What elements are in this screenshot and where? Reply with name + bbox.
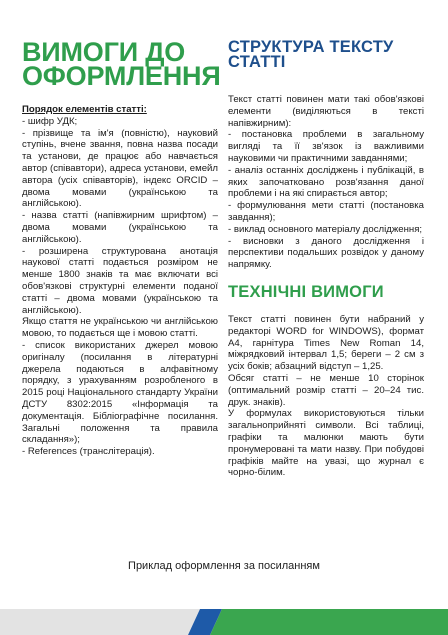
structure-item: Текст статті повинен мати такі обов'язкові елементи (виділяються в тексті напівжирним): bbox=[228, 94, 424, 129]
structure-item: - виклад основного матеріалу дослідження; bbox=[228, 223, 423, 235]
element-order-item: - список використаних джерел мовою оригіналу (посилання в літературні джерела подаються в алфавітному порядку, з урахуванням розробленого в 2015 році Національного стандарту України ДСТУ 8302:2015 «Інформація та документація. Бібліографічне посилання. Загальні положення та правила складання»); bbox=[22, 339, 218, 446]
green-stripe bbox=[210, 609, 448, 635]
example-link-note[interactable]: Приклад оформлення за посиланням bbox=[128, 560, 320, 572]
element-order-item: - назва статті (напівжирним шрифтом) – двома мовами (українською та англійською). bbox=[22, 210, 218, 245]
structure-title bbox=[228, 40, 424, 70]
structure-title-line-2: СТАТТІ bbox=[228, 53, 286, 71]
element-order-item: - розширена структурована анотація наукової статті подається розміром не менше 1800 знаків та має включати всі обов'язкові структурні елементи поданої статті – двома мовами (українською та англійською). bbox=[22, 245, 218, 316]
tech-item: У формулах використовуються тільки загальноприйняті символи. Всі таблиці, графіки та малюнки мають бути пронумеровані та мати назву. При побудові графіків майте на увазі, що журнал є чорно-білим. bbox=[228, 408, 424, 479]
structure-title-line-1: СТРУКТУРА ТЕКСТУ bbox=[228, 38, 394, 56]
structure-item: - висновки з даного дослідження і перспективи подальших розвідок у даному напрямку. bbox=[228, 235, 424, 271]
structure-section bbox=[228, 94, 424, 271]
tech-requirements-title: ТЕХНІЧНІ ВИМОГИ bbox=[228, 282, 384, 301]
element-order-header: Порядок елементів статті: bbox=[22, 104, 147, 115]
main-title-line-2: ОФОРМЛЕННЯ bbox=[22, 61, 221, 91]
element-order-section bbox=[22, 104, 218, 458]
tech-item: Текст статті повинен бути набраний у редакторі WORD for WINDOWS), формат А4, гарнітура Times New Roman 14, міжрядковий інтервал 1,5; береги – 2 см з усіх боків; абзацний відступ – 1,25. bbox=[228, 313, 424, 373]
left-column bbox=[22, 37, 221, 458]
right-column bbox=[228, 40, 424, 479]
element-order-item: - шифр УДК; bbox=[22, 115, 78, 127]
tech-requirements-section bbox=[228, 314, 424, 479]
main-title-line-1: ВИМОГИ ДО bbox=[22, 37, 186, 67]
tech-item: Обсяг статті – не менше 10 сторінок (оптимальний розмір статті – 20–24 тис. друк. знаків). bbox=[228, 372, 424, 408]
structure-item: - формулювання мети статті (постановка завдання); bbox=[228, 200, 424, 223]
element-order-item: Якщо стаття не українською чи англійською мовою, то подається ще і мовою статті. bbox=[22, 316, 218, 340]
main-title bbox=[22, 37, 221, 91]
element-order-item: - прізвище та ім'я (повністю), науковий ступінь, вчене звання, повна назва посади та установи, де працює або навчається автор (співавтори), адреса установи, емейл автора (усіх співавторів), індекс ORCID – двома мовами (українською та англійською). bbox=[22, 127, 218, 210]
decorative-footer-stripes bbox=[0, 585, 448, 635]
structure-item: - постановка проблеми в загальному вигляді та її зв'язок із важливими науковими чи практичними завданнями; bbox=[228, 129, 424, 164]
structure-item: - аналіз останніх досліджень і публікацій, в яких започатковано розв'язання даної проблеми і на які спирається автор; bbox=[228, 164, 424, 200]
element-order-item: - References (транслітерація). bbox=[22, 446, 155, 458]
grey-stripe bbox=[0, 609, 200, 635]
